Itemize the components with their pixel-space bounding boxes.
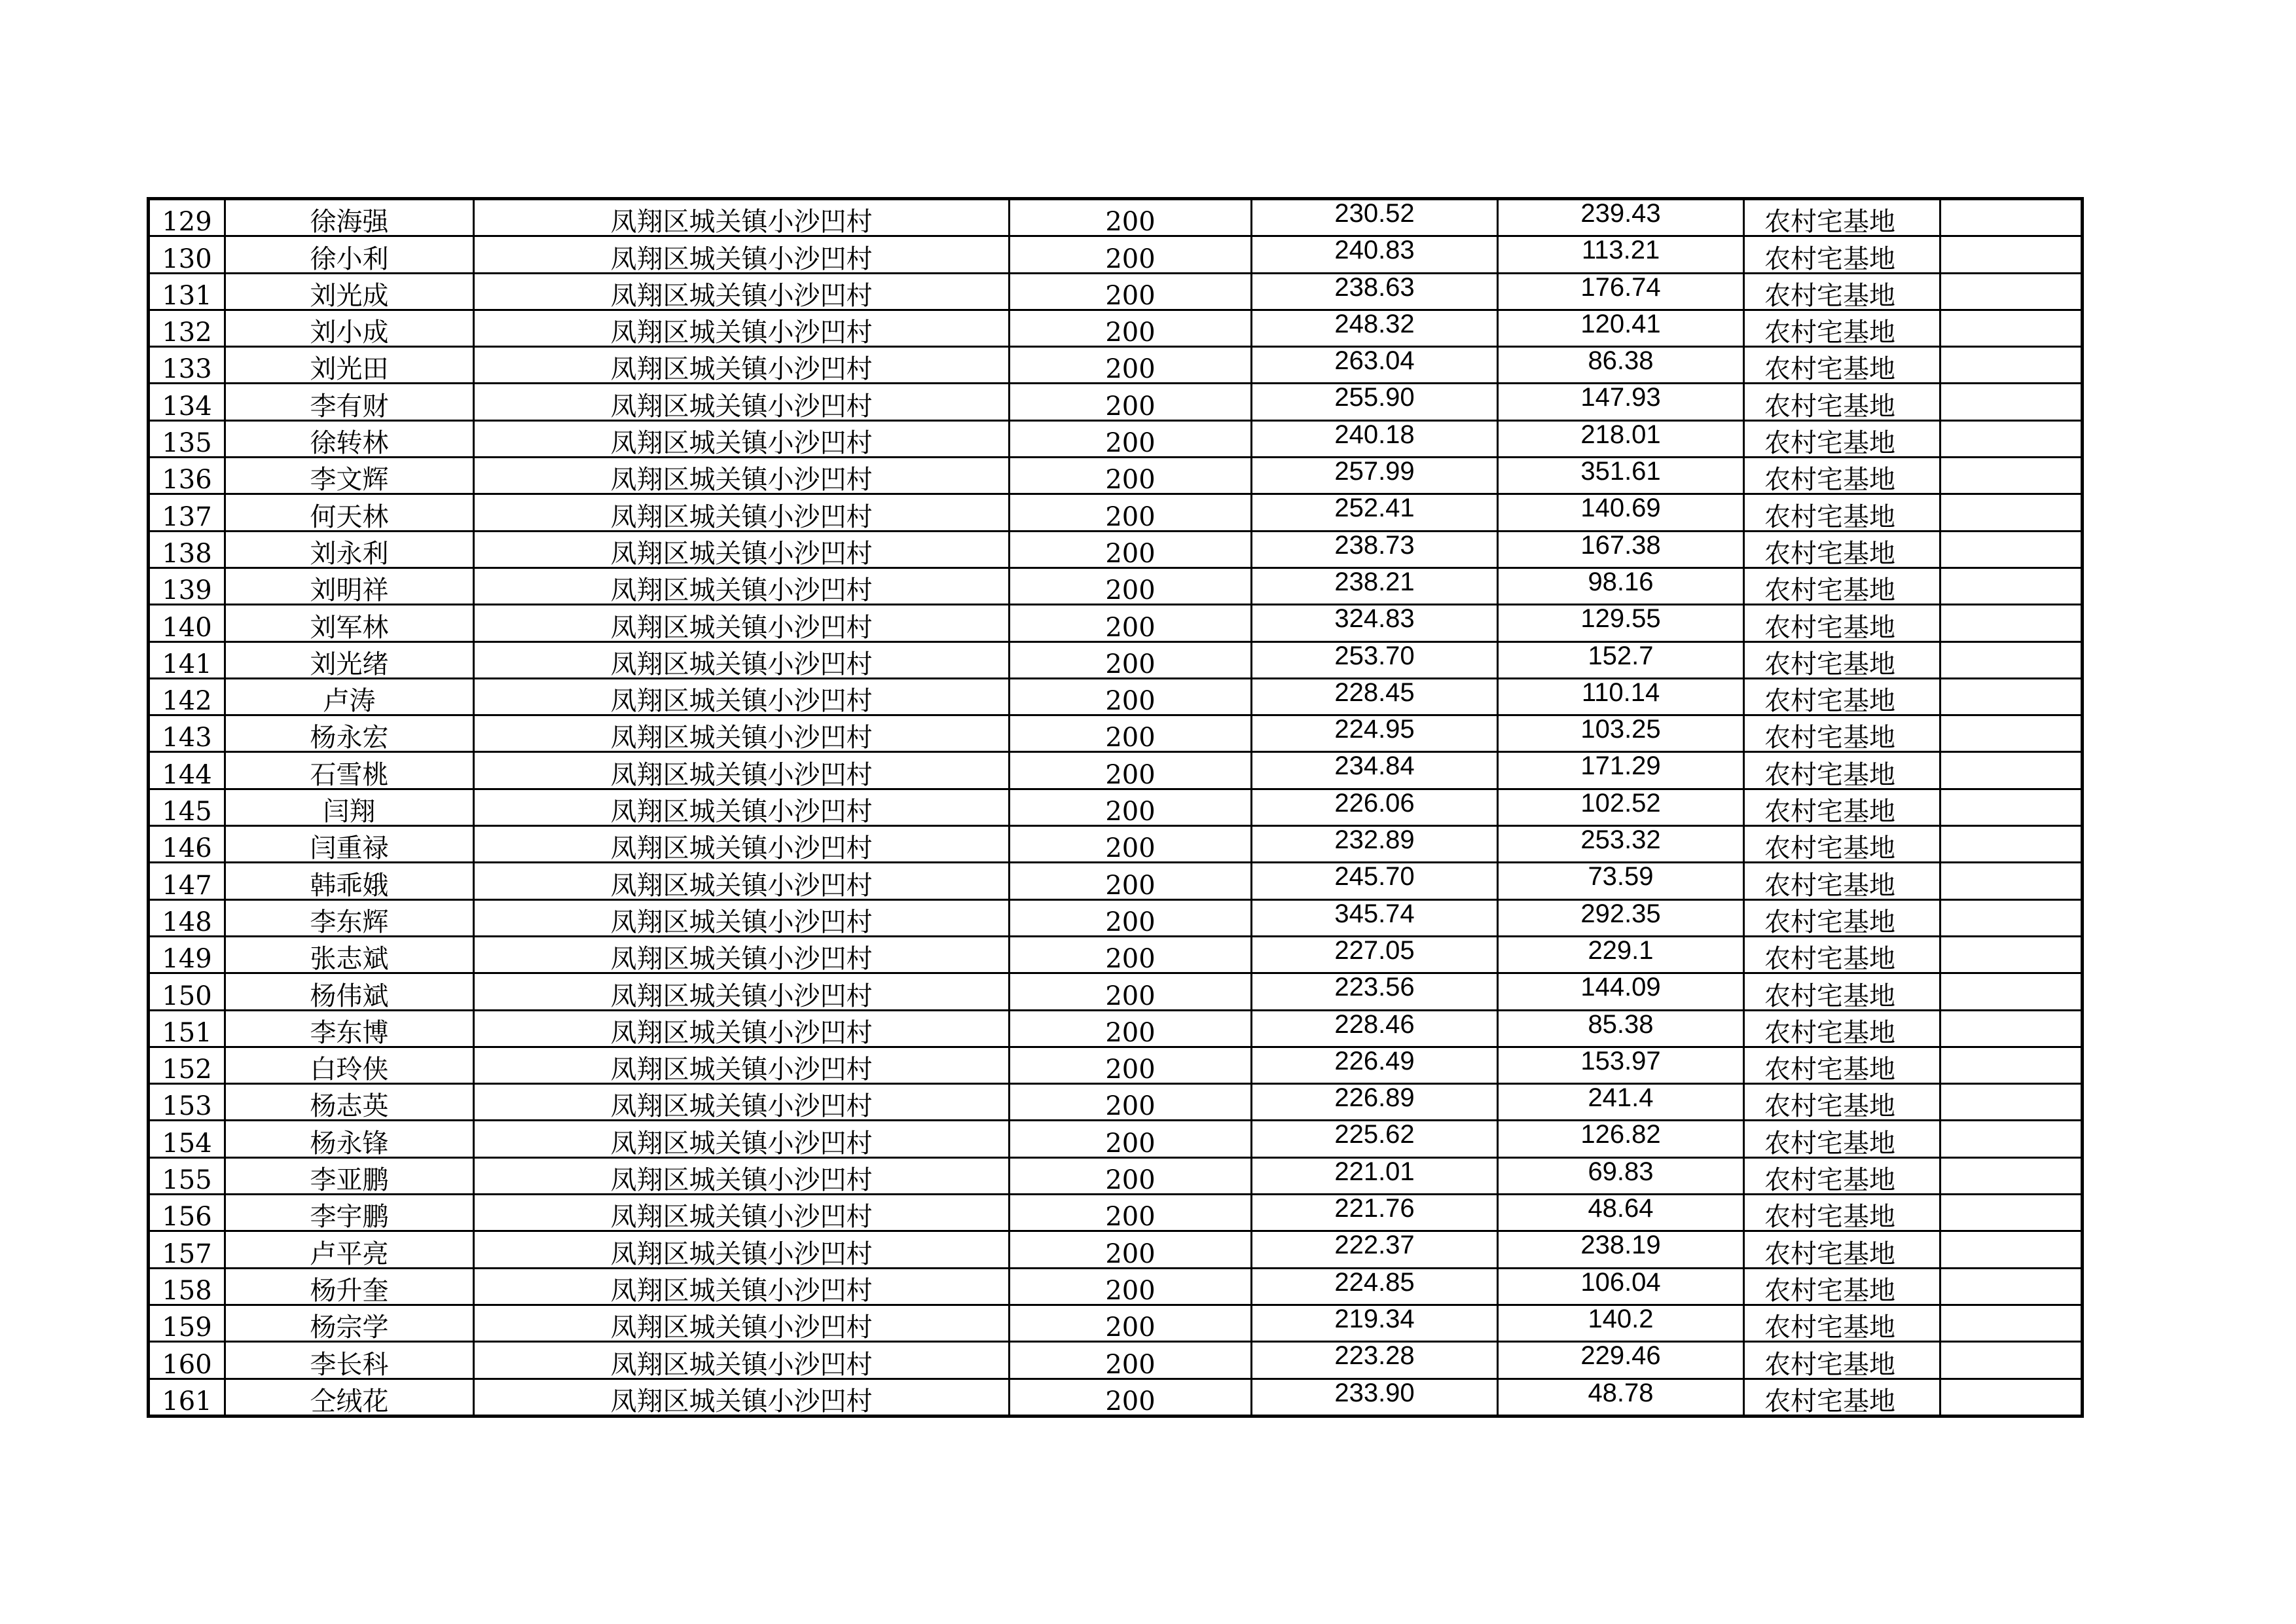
land-type-cell: 农村宅基地 <box>1744 347 1941 384</box>
note-cell <box>1941 1010 2083 1047</box>
land-type-cell: 农村宅基地 <box>1744 1268 1941 1305</box>
standard-area-cell: 200 <box>1010 1157 1252 1194</box>
land-type-cell: 农村宅基地 <box>1744 789 1941 825</box>
area-value-2-cell: 48.64 <box>1498 1195 1744 1231</box>
note-cell <box>1941 347 2083 384</box>
row-number-cell: 132 <box>149 310 225 346</box>
standard-area-cell: 200 <box>1010 678 1252 715</box>
table-row <box>149 1379 2083 1416</box>
address-cell: 凤翔区城关镇小沙凹村 <box>474 310 1010 346</box>
note-cell <box>1941 310 2083 346</box>
area-value-1-cell: 221.76 <box>1252 1195 1498 1231</box>
owner-name-cell: 闫翔 <box>225 789 474 825</box>
table-row <box>149 347 2083 384</box>
land-type-cell: 农村宅基地 <box>1744 1379 1941 1416</box>
table-row <box>149 494 2083 531</box>
table-row <box>149 899 2083 936</box>
area-value-2-cell: 229.1 <box>1498 936 1744 973</box>
area-value-2-cell: 113.21 <box>1498 236 1744 273</box>
row-number-cell: 137 <box>149 494 225 531</box>
row-number-cell: 146 <box>149 826 225 863</box>
row-number-cell: 143 <box>149 715 225 752</box>
owner-name-cell: 白玲侠 <box>225 1047 474 1083</box>
table-row <box>149 715 2083 752</box>
address-cell: 凤翔区城关镇小沙凹村 <box>474 641 1010 678</box>
land-type-cell: 农村宅基地 <box>1744 384 1941 420</box>
area-value-1-cell: 345.74 <box>1252 899 1498 936</box>
standard-area-cell: 200 <box>1010 715 1252 752</box>
area-value-2-cell: 218.01 <box>1498 420 1744 457</box>
row-number-cell: 156 <box>149 1195 225 1231</box>
owner-name-cell: 石雪桃 <box>225 752 474 789</box>
standard-area-cell: 200 <box>1010 605 1252 641</box>
area-value-2-cell: 144.09 <box>1498 973 1744 1010</box>
note-cell <box>1941 1121 2083 1157</box>
row-number-cell: 148 <box>149 899 225 936</box>
owner-name-cell: 李宇鹏 <box>225 1195 474 1231</box>
standard-area-cell: 200 <box>1010 1305 1252 1341</box>
standard-area-cell: 200 <box>1010 1084 1252 1121</box>
area-value-1-cell: 240.83 <box>1252 236 1498 273</box>
row-number-cell: 141 <box>149 641 225 678</box>
row-number-cell: 159 <box>149 1305 225 1341</box>
table-row <box>149 458 2083 494</box>
area-value-1-cell: 252.41 <box>1252 494 1498 531</box>
area-value-1-cell: 225.62 <box>1252 1121 1498 1157</box>
land-type-cell: 农村宅基地 <box>1744 1231 1941 1268</box>
area-value-1-cell: 234.84 <box>1252 752 1498 789</box>
table-row <box>149 1157 2083 1194</box>
area-value-2-cell: 106.04 <box>1498 1268 1744 1305</box>
table-row <box>149 789 2083 825</box>
row-number-cell: 150 <box>149 973 225 1010</box>
owner-name-cell: 杨永宏 <box>225 715 474 752</box>
row-number-cell: 131 <box>149 273 225 310</box>
area-value-2-cell: 167.38 <box>1498 531 1744 568</box>
area-value-2-cell: 98.16 <box>1498 568 1744 604</box>
table-row <box>149 199 2083 236</box>
note-cell <box>1941 1195 2083 1231</box>
table-row <box>149 936 2083 973</box>
owner-name-cell: 刘光绪 <box>225 641 474 678</box>
row-number-cell: 129 <box>149 199 225 236</box>
address-cell: 凤翔区城关镇小沙凹村 <box>474 236 1010 273</box>
row-number-cell: 149 <box>149 936 225 973</box>
area-value-2-cell: 176.74 <box>1498 273 1744 310</box>
table-row <box>149 236 2083 273</box>
land-type-cell: 农村宅基地 <box>1744 1195 1941 1231</box>
address-cell: 凤翔区城关镇小沙凹村 <box>474 678 1010 715</box>
address-cell: 凤翔区城关镇小沙凹村 <box>474 458 1010 494</box>
note-cell <box>1941 1305 2083 1341</box>
row-number-cell: 153 <box>149 1084 225 1121</box>
row-number-cell: 157 <box>149 1231 225 1268</box>
owner-name-cell: 徐转林 <box>225 420 474 457</box>
standard-area-cell: 200 <box>1010 973 1252 1010</box>
table-row <box>149 1268 2083 1305</box>
area-value-2-cell: 253.32 <box>1498 826 1744 863</box>
area-value-1-cell: 257.99 <box>1252 458 1498 494</box>
area-value-2-cell: 126.82 <box>1498 1121 1744 1157</box>
standard-area-cell: 200 <box>1010 420 1252 457</box>
address-cell: 凤翔区城关镇小沙凹村 <box>474 936 1010 973</box>
owner-name-cell: 李亚鹏 <box>225 1157 474 1194</box>
owner-name-cell: 刘永利 <box>225 531 474 568</box>
area-value-2-cell: 153.97 <box>1498 1047 1744 1083</box>
owner-name-cell: 闫重禄 <box>225 826 474 863</box>
address-cell: 凤翔区城关镇小沙凹村 <box>474 199 1010 236</box>
address-cell: 凤翔区城关镇小沙凹村 <box>474 1268 1010 1305</box>
row-number-cell: 147 <box>149 863 225 899</box>
note-cell <box>1941 1379 2083 1416</box>
area-value-1-cell: 238.73 <box>1252 531 1498 568</box>
land-type-cell: 农村宅基地 <box>1744 973 1941 1010</box>
standard-area-cell: 200 <box>1010 1268 1252 1305</box>
area-value-1-cell: 248.32 <box>1252 310 1498 346</box>
area-value-2-cell: 69.83 <box>1498 1157 1744 1194</box>
area-value-1-cell: 238.63 <box>1252 273 1498 310</box>
note-cell <box>1941 384 2083 420</box>
address-cell: 凤翔区城关镇小沙凹村 <box>474 494 1010 531</box>
owner-name-cell: 杨升奎 <box>225 1268 474 1305</box>
row-number-cell: 135 <box>149 420 225 457</box>
land-type-cell: 农村宅基地 <box>1744 605 1941 641</box>
standard-area-cell: 200 <box>1010 458 1252 494</box>
land-type-cell: 农村宅基地 <box>1744 1010 1941 1047</box>
note-cell <box>1941 899 2083 936</box>
area-value-1-cell: 224.85 <box>1252 1268 1498 1305</box>
table-row <box>149 1342 2083 1379</box>
address-cell: 凤翔区城关镇小沙凹村 <box>474 531 1010 568</box>
land-type-cell: 农村宅基地 <box>1744 1305 1941 1341</box>
standard-area-cell: 200 <box>1010 568 1252 604</box>
land-type-cell: 农村宅基地 <box>1744 1121 1941 1157</box>
address-cell: 凤翔区城关镇小沙凹村 <box>474 1342 1010 1379</box>
standard-area-cell: 200 <box>1010 863 1252 899</box>
owner-name-cell: 刘小成 <box>225 310 474 346</box>
row-number-cell: 160 <box>149 1342 225 1379</box>
address-cell: 凤翔区城关镇小沙凹村 <box>474 715 1010 752</box>
data-table <box>147 197 2084 1418</box>
address-cell: 凤翔区城关镇小沙凹村 <box>474 1195 1010 1231</box>
standard-area-cell: 200 <box>1010 1121 1252 1157</box>
row-number-cell: 136 <box>149 458 225 494</box>
address-cell: 凤翔区城关镇小沙凹村 <box>474 863 1010 899</box>
address-cell: 凤翔区城关镇小沙凹村 <box>474 1305 1010 1341</box>
table-row <box>149 752 2083 789</box>
note-cell <box>1941 568 2083 604</box>
table-row <box>149 863 2083 899</box>
area-value-1-cell: 253.70 <box>1252 641 1498 678</box>
note-cell <box>1941 936 2083 973</box>
note-cell <box>1941 752 2083 789</box>
table-row <box>149 1047 2083 1083</box>
row-number-cell: 139 <box>149 568 225 604</box>
area-value-1-cell: 219.34 <box>1252 1305 1498 1341</box>
note-cell <box>1941 973 2083 1010</box>
address-cell: 凤翔区城关镇小沙凹村 <box>474 273 1010 310</box>
owner-name-cell: 李有财 <box>225 384 474 420</box>
area-value-1-cell: 226.49 <box>1252 1047 1498 1083</box>
area-value-2-cell: 120.41 <box>1498 310 1744 346</box>
row-number-cell: 145 <box>149 789 225 825</box>
address-cell: 凤翔区城关镇小沙凹村 <box>474 752 1010 789</box>
row-number-cell: 144 <box>149 752 225 789</box>
row-number-cell: 142 <box>149 678 225 715</box>
owner-name-cell: 仝绒花 <box>225 1379 474 1416</box>
note-cell <box>1941 494 2083 531</box>
owner-name-cell: 刘明祥 <box>225 568 474 604</box>
owner-name-cell: 卢平亮 <box>225 1231 474 1268</box>
land-type-cell: 农村宅基地 <box>1744 420 1941 457</box>
table-row <box>149 1084 2083 1121</box>
note-cell <box>1941 1231 2083 1268</box>
standard-area-cell: 200 <box>1010 199 1252 236</box>
note-cell <box>1941 531 2083 568</box>
table-row <box>149 384 2083 420</box>
address-cell: 凤翔区城关镇小沙凹村 <box>474 420 1010 457</box>
note-cell <box>1941 1157 2083 1194</box>
note-cell <box>1941 789 2083 825</box>
owner-name-cell: 杨宗学 <box>225 1305 474 1341</box>
row-number-cell: 140 <box>149 605 225 641</box>
area-value-1-cell: 221.01 <box>1252 1157 1498 1194</box>
address-cell: 凤翔区城关镇小沙凹村 <box>474 1157 1010 1194</box>
land-type-cell: 农村宅基地 <box>1744 899 1941 936</box>
land-type-cell: 农村宅基地 <box>1744 752 1941 789</box>
standard-area-cell: 200 <box>1010 1195 1252 1231</box>
address-cell: 凤翔区城关镇小沙凹村 <box>474 789 1010 825</box>
land-type-cell: 农村宅基地 <box>1744 715 1941 752</box>
standard-area-cell: 200 <box>1010 347 1252 384</box>
row-number-cell: 154 <box>149 1121 225 1157</box>
land-type-cell: 农村宅基地 <box>1744 863 1941 899</box>
area-value-2-cell: 103.25 <box>1498 715 1744 752</box>
row-number-cell: 152 <box>149 1047 225 1083</box>
note-cell <box>1941 863 2083 899</box>
row-number-cell: 161 <box>149 1379 225 1416</box>
land-type-cell: 农村宅基地 <box>1744 1342 1941 1379</box>
table-row <box>149 273 2083 310</box>
owner-name-cell: 卢涛 <box>225 678 474 715</box>
note-cell <box>1941 715 2083 752</box>
area-value-2-cell: 152.7 <box>1498 641 1744 678</box>
owner-name-cell: 徐小利 <box>225 236 474 273</box>
area-value-2-cell: 239.43 <box>1498 199 1744 236</box>
note-cell <box>1941 273 2083 310</box>
row-number-cell: 155 <box>149 1157 225 1194</box>
area-value-1-cell: 324.83 <box>1252 605 1498 641</box>
area-value-2-cell: 292.35 <box>1498 899 1744 936</box>
note-cell <box>1941 826 2083 863</box>
table-row <box>149 1195 2083 1231</box>
owner-name-cell: 刘光田 <box>225 347 474 384</box>
land-type-cell: 农村宅基地 <box>1744 826 1941 863</box>
area-value-2-cell: 140.69 <box>1498 494 1744 531</box>
standard-area-cell: 200 <box>1010 531 1252 568</box>
area-value-1-cell: 228.45 <box>1252 678 1498 715</box>
address-cell: 凤翔区城关镇小沙凹村 <box>474 1010 1010 1047</box>
address-cell: 凤翔区城关镇小沙凹村 <box>474 1047 1010 1083</box>
address-cell: 凤翔区城关镇小沙凹村 <box>474 347 1010 384</box>
standard-area-cell: 200 <box>1010 384 1252 420</box>
land-type-cell: 农村宅基地 <box>1744 1157 1941 1194</box>
table-body <box>149 199 2083 1416</box>
table-row <box>149 641 2083 678</box>
table-row <box>149 1305 2083 1341</box>
land-type-cell: 农村宅基地 <box>1744 568 1941 604</box>
standard-area-cell: 200 <box>1010 1047 1252 1083</box>
land-type-cell: 农村宅基地 <box>1744 641 1941 678</box>
address-cell: 凤翔区城关镇小沙凹村 <box>474 973 1010 1010</box>
note-cell <box>1941 641 2083 678</box>
standard-area-cell: 200 <box>1010 899 1252 936</box>
table-row <box>149 605 2083 641</box>
owner-name-cell: 徐海强 <box>225 199 474 236</box>
land-type-cell: 农村宅基地 <box>1744 1047 1941 1083</box>
area-value-1-cell: 232.89 <box>1252 826 1498 863</box>
owner-name-cell: 杨志英 <box>225 1084 474 1121</box>
standard-area-cell: 200 <box>1010 310 1252 346</box>
area-value-1-cell: 226.89 <box>1252 1084 1498 1121</box>
area-value-1-cell: 263.04 <box>1252 347 1498 384</box>
area-value-2-cell: 229.46 <box>1498 1342 1744 1379</box>
table-row <box>149 826 2083 863</box>
area-value-1-cell: 223.28 <box>1252 1342 1498 1379</box>
table-row <box>149 568 2083 604</box>
area-value-2-cell: 238.19 <box>1498 1231 1744 1268</box>
area-value-2-cell: 73.59 <box>1498 863 1744 899</box>
note-cell <box>1941 1342 2083 1379</box>
note-cell <box>1941 1084 2083 1121</box>
standard-area-cell: 200 <box>1010 752 1252 789</box>
standard-area-cell: 200 <box>1010 236 1252 273</box>
note-cell <box>1941 236 2083 273</box>
land-type-cell: 农村宅基地 <box>1744 199 1941 236</box>
address-cell: 凤翔区城关镇小沙凹村 <box>474 1231 1010 1268</box>
note-cell <box>1941 199 2083 236</box>
standard-area-cell: 200 <box>1010 641 1252 678</box>
note-cell <box>1941 420 2083 457</box>
table-row <box>149 678 2083 715</box>
standard-area-cell: 200 <box>1010 1010 1252 1047</box>
standard-area-cell: 200 <box>1010 936 1252 973</box>
area-value-1-cell: 233.90 <box>1252 1379 1498 1416</box>
owner-name-cell: 刘光成 <box>225 273 474 310</box>
area-value-2-cell: 86.38 <box>1498 347 1744 384</box>
area-value-2-cell: 110.14 <box>1498 678 1744 715</box>
owner-name-cell: 李长科 <box>225 1342 474 1379</box>
land-type-cell: 农村宅基地 <box>1744 531 1941 568</box>
land-type-cell: 农村宅基地 <box>1744 936 1941 973</box>
table-row <box>149 1121 2083 1157</box>
area-value-2-cell: 48.78 <box>1498 1379 1744 1416</box>
table-row <box>149 420 2083 457</box>
area-value-2-cell: 102.52 <box>1498 789 1744 825</box>
area-value-1-cell: 228.46 <box>1252 1010 1498 1047</box>
address-cell: 凤翔区城关镇小沙凹村 <box>474 568 1010 604</box>
owner-name-cell: 李文辉 <box>225 458 474 494</box>
row-number-cell: 130 <box>149 236 225 273</box>
land-type-cell: 农村宅基地 <box>1744 494 1941 531</box>
land-type-cell: 农村宅基地 <box>1744 310 1941 346</box>
address-cell: 凤翔区城关镇小沙凹村 <box>474 1084 1010 1121</box>
land-type-cell: 农村宅基地 <box>1744 236 1941 273</box>
area-value-1-cell: 227.05 <box>1252 936 1498 973</box>
standard-area-cell: 200 <box>1010 1342 1252 1379</box>
area-value-1-cell: 255.90 <box>1252 384 1498 420</box>
standard-area-cell: 200 <box>1010 1379 1252 1416</box>
row-number-cell: 158 <box>149 1268 225 1305</box>
land-type-cell: 农村宅基地 <box>1744 678 1941 715</box>
table-row <box>149 1010 2083 1047</box>
owner-name-cell: 韩乖娥 <box>225 863 474 899</box>
note-cell <box>1941 605 2083 641</box>
area-value-1-cell: 245.70 <box>1252 863 1498 899</box>
area-value-1-cell: 240.18 <box>1252 420 1498 457</box>
table-row <box>149 310 2083 346</box>
address-cell: 凤翔区城关镇小沙凹村 <box>474 1121 1010 1157</box>
land-type-cell: 农村宅基地 <box>1744 1084 1941 1121</box>
owner-name-cell: 李东博 <box>225 1010 474 1047</box>
address-cell: 凤翔区城关镇小沙凹村 <box>474 899 1010 936</box>
row-number-cell: 134 <box>149 384 225 420</box>
row-number-cell: 151 <box>149 1010 225 1047</box>
address-cell: 凤翔区城关镇小沙凹村 <box>474 605 1010 641</box>
owner-name-cell: 杨伟斌 <box>225 973 474 1010</box>
address-cell: 凤翔区城关镇小沙凹村 <box>474 1379 1010 1416</box>
owner-name-cell: 何天林 <box>225 494 474 531</box>
table-row <box>149 531 2083 568</box>
row-number-cell: 138 <box>149 531 225 568</box>
area-value-2-cell: 351.61 <box>1498 458 1744 494</box>
area-value-1-cell: 222.37 <box>1252 1231 1498 1268</box>
area-value-1-cell: 226.06 <box>1252 789 1498 825</box>
land-type-cell: 农村宅基地 <box>1744 273 1941 310</box>
note-cell <box>1941 1047 2083 1083</box>
area-value-2-cell: 241.4 <box>1498 1084 1744 1121</box>
owner-name-cell: 张志斌 <box>225 936 474 973</box>
land-type-cell: 农村宅基地 <box>1744 458 1941 494</box>
row-number-cell: 133 <box>149 347 225 384</box>
area-value-2-cell: 85.38 <box>1498 1010 1744 1047</box>
table-row <box>149 1231 2083 1268</box>
address-cell: 凤翔区城关镇小沙凹村 <box>474 826 1010 863</box>
note-cell <box>1941 458 2083 494</box>
area-value-2-cell: 147.93 <box>1498 384 1744 420</box>
owner-name-cell: 李东辉 <box>225 899 474 936</box>
table-row <box>149 973 2083 1010</box>
address-cell: 凤翔区城关镇小沙凹村 <box>474 384 1010 420</box>
area-value-2-cell: 129.55 <box>1498 605 1744 641</box>
area-value-1-cell: 238.21 <box>1252 568 1498 604</box>
owner-name-cell: 杨永锋 <box>225 1121 474 1157</box>
standard-area-cell: 200 <box>1010 1231 1252 1268</box>
area-value-1-cell: 230.52 <box>1252 199 1498 236</box>
note-cell <box>1941 678 2083 715</box>
area-value-2-cell: 171.29 <box>1498 752 1744 789</box>
area-value-1-cell: 223.56 <box>1252 973 1498 1010</box>
standard-area-cell: 200 <box>1010 789 1252 825</box>
standard-area-cell: 200 <box>1010 826 1252 863</box>
area-value-2-cell: 140.2 <box>1498 1305 1744 1341</box>
standard-area-cell: 200 <box>1010 494 1252 531</box>
note-cell <box>1941 1268 2083 1305</box>
standard-area-cell: 200 <box>1010 273 1252 310</box>
owner-name-cell: 刘军林 <box>225 605 474 641</box>
area-value-1-cell: 224.95 <box>1252 715 1498 752</box>
